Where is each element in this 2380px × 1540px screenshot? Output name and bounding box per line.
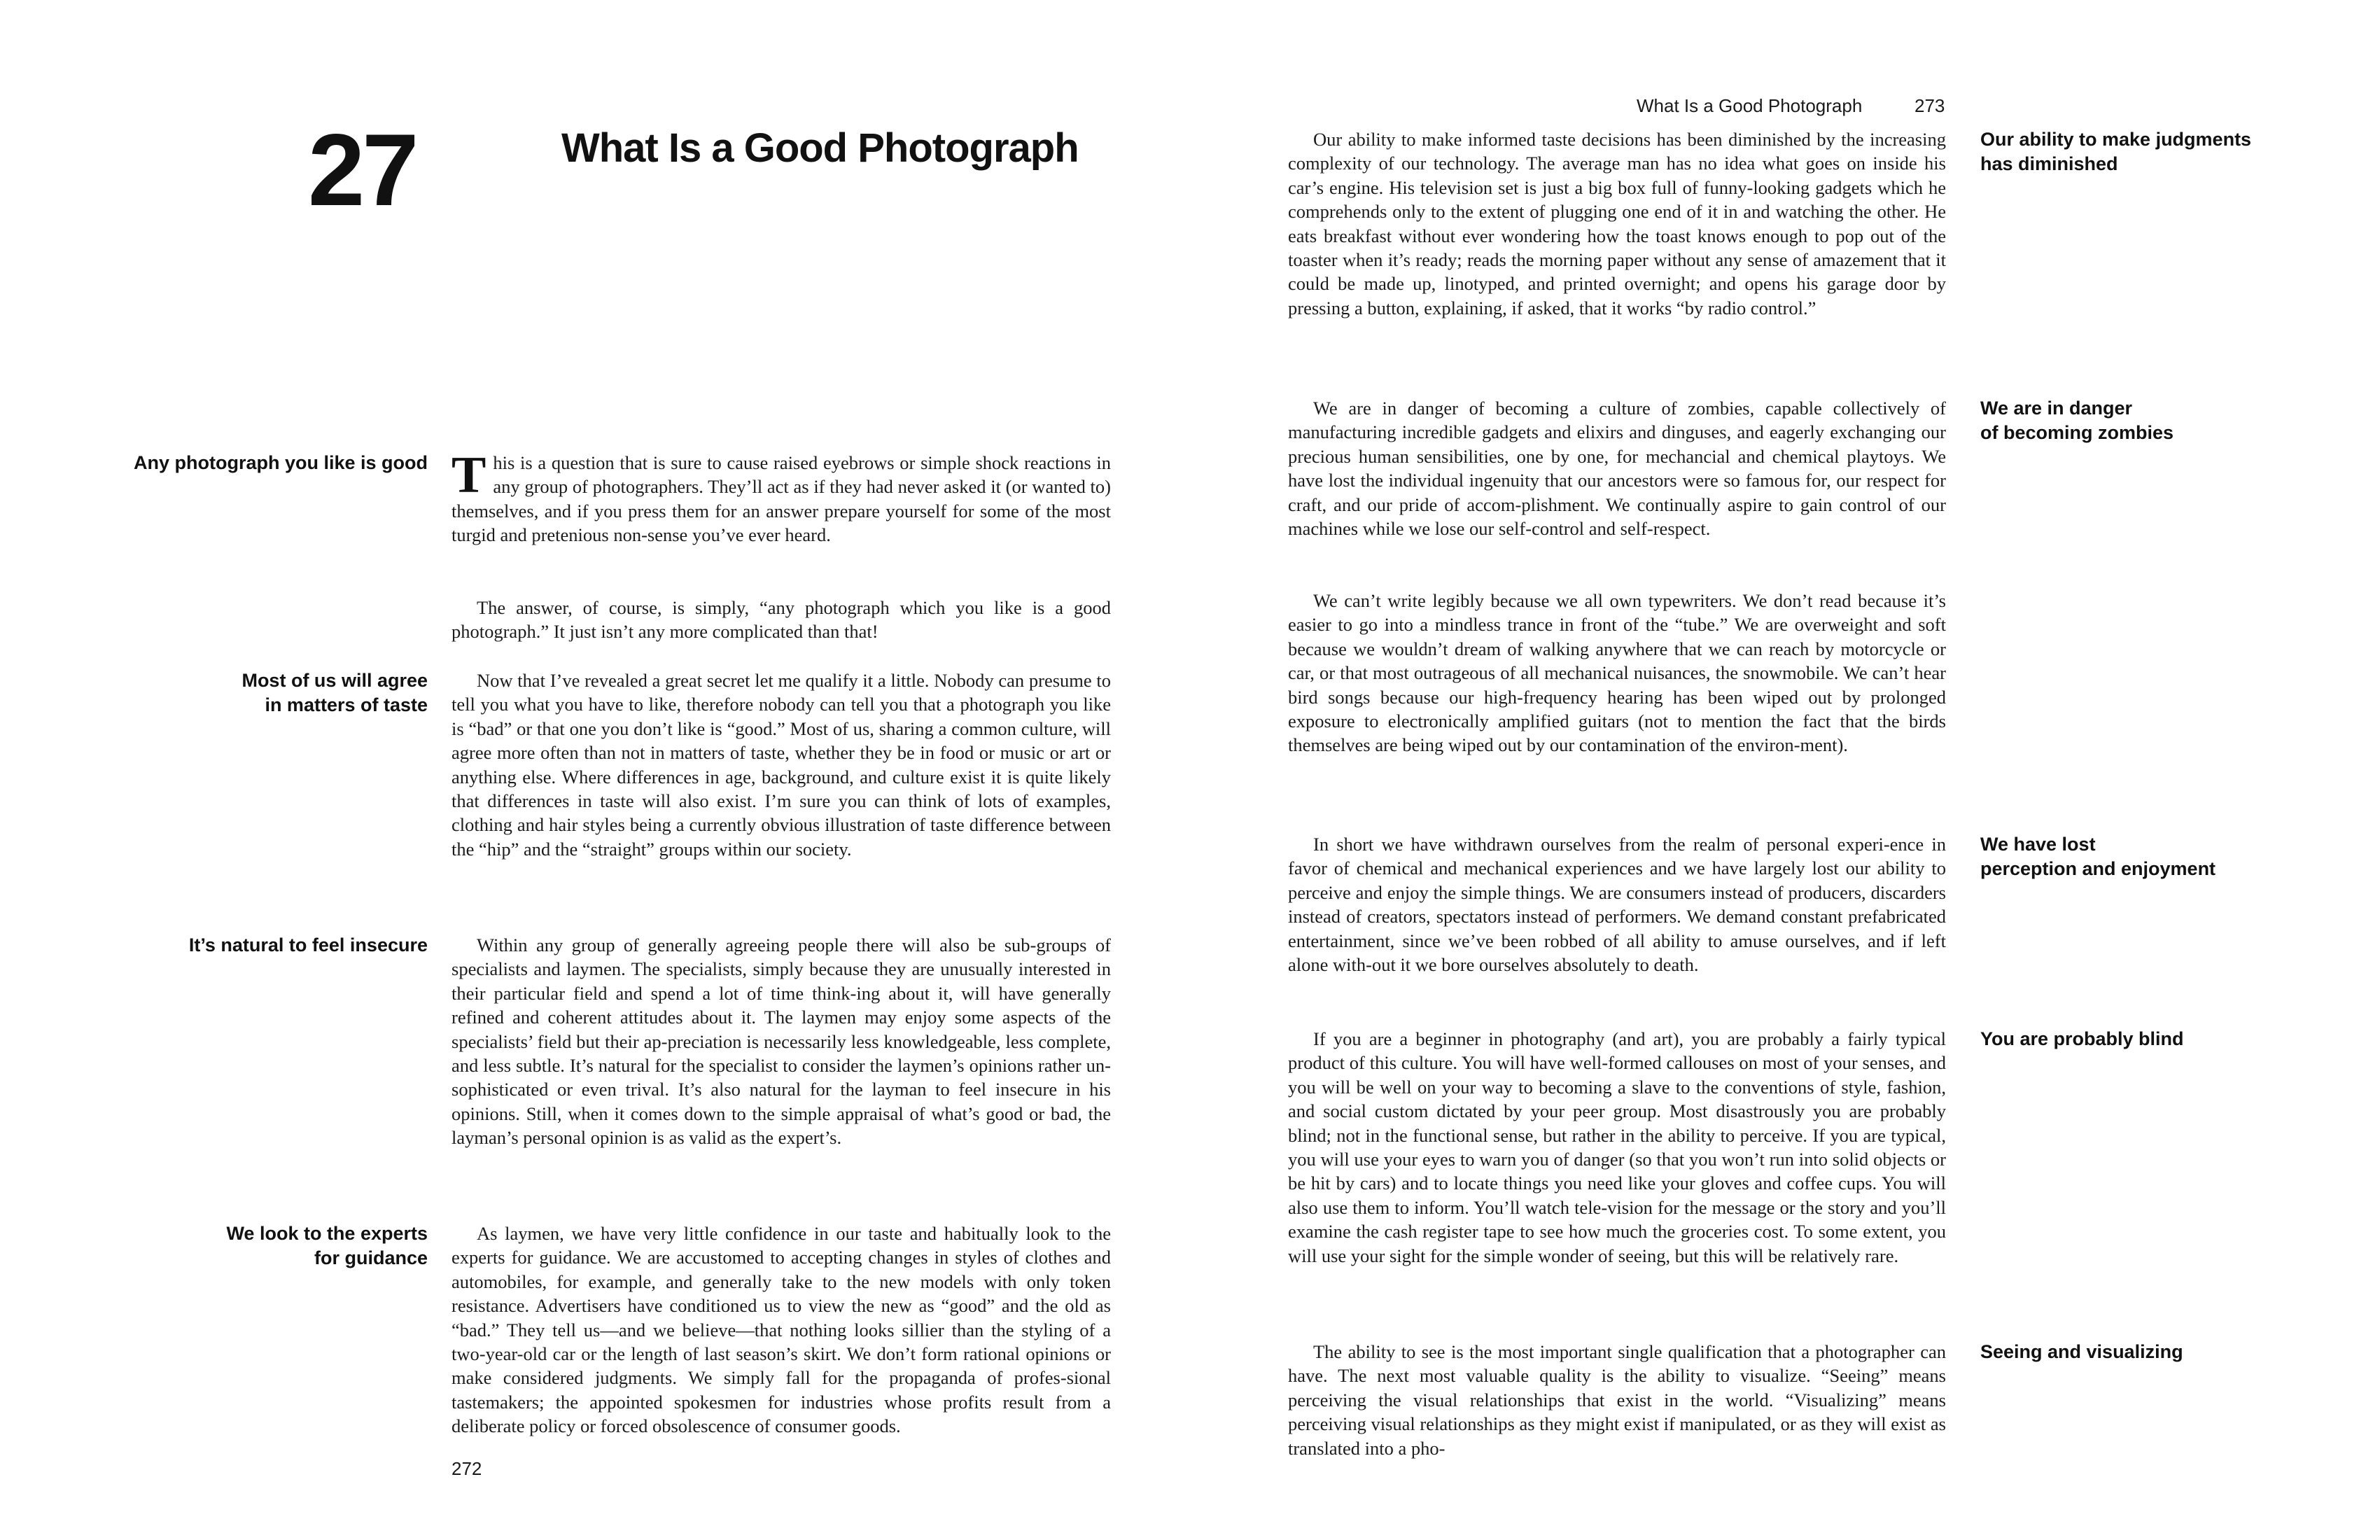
running-head: What Is a Good Photograph (1637, 95, 1863, 116)
sidenote-seeing-visualizing: Seeing and visualizing (1980, 1341, 2183, 1362)
paragraph-intro: This is a question that is sure to cause raised eyebrows or simple shock reactions in any group of photographers. They’ll act as if they had never asked it (or wanted to) themselves, and if you press them for an answer prepare yourself for some of the most turgid and pretenious non-sense you’ve ever heard. (451, 447, 1111, 546)
paragraph-zombies: We are in danger of becoming a culture of zombies, capable collectively of manufacturing incredible gadgets and elixirs and dinguses, and eagerly exchanging our precious human sensibilities, one by one, for mechancial and chemical playtoys. We have lost the individual ingenuity that our ancestors were so famous for, our respect for craft, and our pride of accom-plishment. We continually aspire to gain control of our machines while we lose our self-control and self-respect. (1288, 398, 1946, 540)
page-number-right: 273 (1914, 95, 1945, 116)
paragraph-answer: The answer, of course, is simply, “any photograph which you like is a good photograph.” It just isn’t any more complicated than that! (451, 597, 1111, 643)
sidenote-agree-taste: Most of us will agree in matters of taste (241, 670, 428, 715)
chapter-title: What Is a Good Photograph (561, 125, 1079, 171)
paragraph-technology: Our ability to make informed taste decisions has been diminished by the increasing complexity of our technology. The average man has no idea what goes on inside his car’s engine. His television set is just a big box full of funny-looking gadgets which he comprehends only to the extent of plugging one end of it in and watching the other. He eats breakfast without ever wondering how the toast knows enough to pop out of the toaster when it’s ready; reads the morning paper without any sense of amazement that it could be made up, linotyped, and printed overnight; and opens his garage door by pressing a button, explaining, if asked, that it works “by radio control.” (1288, 129, 1946, 318)
chapter-number: 27 (308, 113, 416, 227)
paragraph-beginner: If you are a beginner in photography (and art), you are probably a fairly typical product of this culture. You will have well-formed callouses on most of your senses, and you will be well on your way to becoming a slave to the conventions of style, fashion, and social custom dictated by your peer group. Most disastrously you are probably blind; not in the functional sense, but rather in the ability to perceive. If you are typical, you will use your eyes to warn you of danger (so that you won’t run into solid objects or be hit by cars) and to locate things you need like your gloves and coffee cups. You will also use them to inform. You’ll watch tele-vision for the message or the story and you’ll examine the cash register tape to see how much the groceries cost. To some extent, you will use your sight for the simple wonder of seeing, but this will be relatively rare. (1288, 1028, 1946, 1266)
sidenote-look-to-experts: We look to the experts for guidance (226, 1223, 428, 1268)
paragraph-withdrawn: In short we have withdrawn ourselves from the realm of personal experi-ence in favor of chemical and mechanical experiences and we have largely lost our ability to perceive and enjoy the simple things. We are consumers instead of producers, discarders instead of creators, spectators instead of performers. We demand constant prefabricated entertainment, since we’ve been robbed of all ability to amuse ourselves, and if left alone with-out it we bore ourselves absolutely to death. (1288, 834, 1946, 976)
paragraph-laymen: As laymen, we have very little confidence in our taste and habitually look to the experts for guidance. We are accustomed to accepting changes in styles of clothes and automobiles, for example, and generally take to the new models with only token resistance. Advertisers have conditioned us to view the new as “good” and the old as “bad.” They tell us—and we believe—that nothing looks sillier than the styling of a two-year-old car or the length of last season’s skirt. We don’t form rational opinions or make considered judgments. We simply fall for the propaganda of profes-sional tastemakers; the appointed spokesmen for industries whose profits result from a deliberate policy or forced obsolescence of consumer goods. (451, 1223, 1111, 1437)
sidenote-judgments-diminished: Our ability to make judgments has diminished (1980, 129, 2252, 174)
sidenote-feel-insecure: It’s natural to feel insecure (188, 934, 428, 955)
sidenote-probably-blind: You are probably blind (1980, 1028, 2184, 1049)
sidenote-zombies: We are in danger of becoming zombies (1980, 398, 2174, 443)
page-number-left: 272 (451, 1458, 482, 1479)
paragraph-typewriters: We can’t write legibly because we all own typewriters. We don’t read because it’s easier to go into a mindless trance in front of the “tube.” We are overweight and soft because we wouldn’t dream of walking anywhere that we can reach by motorcycle or car, or that most outrageous of all mechanical nuisances, the snowmobile. We can’t hear bird songs because our high-frequency hearing has been wiped out by prolonged exposure to electronically amplified guitars (not to mention the fact that the birds themselves are being wiped out by our contamination of the environ-ment). (1288, 590, 1946, 756)
sidenote-lost-perception: We have lost perception and enjoyment (1980, 834, 2216, 879)
sidenote-any-photograph: Any photograph you like is good (134, 452, 428, 473)
paragraph-qualify: Now that I’ve revealed a great secret let me qualify it a little. Nobody can presume to tell you what you have to like, therefore nobody can tell you that a photograph you like is “bad” or that one you don’t like is “good.” Most of us, sharing a common culture, will agree more often than not in matters of taste, whether they be in food or music or art or anything else. Where differences in age, background, and culture exist it is quite likely that differences in taste will also exist. I’m sure you can think of lots of examples, clothing and hair styles being a currently obvious illustration of taste difference between the “hip” and the “straight” groups within our society. (451, 670, 1111, 860)
paragraph-specialists: Within any group of generally agreeing people there will also be sub-groups of specialists and laymen. The specialists, simply because they are unusually interested in their particular field and spend a lot of time think-ing about it, will have generally refined and coherent attitudes about it. The laymen may enjoy some aspects of the specialists’ field but their ap-preciation is necessarily less knowledgeable, less complete, and less subtle. It’s natural for the specialist to consider the laymen’s opinions rather un-sophisticated or even trival. It’s also natural for the layman to feel insecure in his opinions. Still, when it comes down to the simple appraisal of what’s good or bad, the layman’s personal opinion is as valid as the expert’s. (451, 934, 1111, 1149)
paragraph-seeing: The ability to see is the most important single qualification that a photographer can have. The next most valuable quality is the ability to visualize. “Seeing” means perceiving the visual relationships that exist in the world. “Visualizing” means perceiving visual relationships as they might exist if manipulated, or as they will exist as translated into a pho- (1288, 1341, 1946, 1459)
